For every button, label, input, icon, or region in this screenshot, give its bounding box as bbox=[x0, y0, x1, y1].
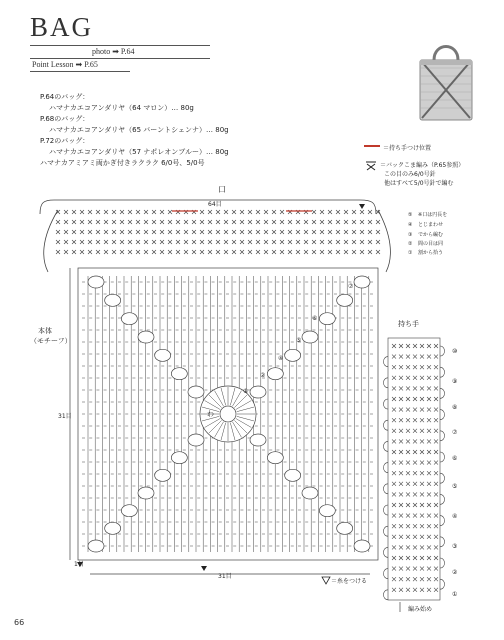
material-line: P.68のバッグ： bbox=[40, 115, 90, 123]
rim-row-number: ④ bbox=[408, 222, 413, 228]
material-line: ハマナカエコアンダリヤ（65 バーントシェンナ）… 80g bbox=[49, 126, 229, 134]
handle-row-number: ⑩ bbox=[452, 348, 458, 355]
handle-stitch-row bbox=[392, 567, 438, 571]
handle-turn-arc bbox=[440, 494, 445, 504]
handle-turn-arc bbox=[440, 431, 445, 441]
material-line: P.64のバッグ： bbox=[40, 93, 90, 101]
motif-petal bbox=[88, 540, 104, 552]
handle-row-number: ⑨ bbox=[452, 378, 458, 385]
handle-stitch-row bbox=[392, 461, 438, 465]
handle-stitch-row bbox=[392, 365, 438, 369]
legend-back-loop-line3: 他はすべて5/0号針で編む bbox=[384, 180, 454, 187]
motif-petal bbox=[319, 505, 335, 517]
handle-turn-arc bbox=[384, 526, 389, 536]
handle-turn-arc bbox=[384, 547, 389, 557]
bottom-stitch-count: 31目 bbox=[218, 573, 232, 580]
motif-petal bbox=[105, 522, 121, 534]
motif-petal bbox=[121, 313, 137, 325]
handle-stitch-row bbox=[392, 545, 438, 549]
material-line: ハマナカエコアンダリヤ（57 ナポレオンブルー）… 80g bbox=[49, 148, 229, 156]
handle-stitch-row bbox=[392, 408, 438, 412]
motif-petal bbox=[250, 434, 266, 446]
motif-petal bbox=[302, 487, 318, 499]
handle-strip-outline bbox=[388, 338, 440, 600]
motif-petal bbox=[171, 368, 187, 380]
handle-row-number: ③ bbox=[452, 543, 458, 550]
legend-handle-position: ＝持ち手つけ位置 bbox=[383, 145, 432, 152]
rim-arc-right bbox=[378, 210, 390, 272]
body-label-sub: （モチーフ） bbox=[30, 337, 72, 345]
motif-petal bbox=[337, 294, 353, 306]
handle-stitch-row bbox=[392, 397, 438, 401]
handle-label: 持ち手 bbox=[398, 320, 419, 328]
handle-row-number: ⑥ bbox=[452, 455, 458, 462]
handle-stitch-row bbox=[392, 471, 438, 475]
handle-turn-arc bbox=[384, 569, 389, 579]
handle-stitch-row bbox=[392, 588, 438, 592]
motif-petal bbox=[188, 434, 204, 446]
handle-turn-arc bbox=[440, 473, 445, 483]
rim-stitch-row bbox=[56, 210, 380, 214]
handle-turn-arc bbox=[440, 516, 445, 526]
rim-stitch-row bbox=[56, 220, 380, 224]
handle-turn-arc bbox=[384, 399, 389, 409]
handle-stitch-row bbox=[392, 386, 438, 390]
legend-back-loop-line1: ＝バックこま編み（P.65参照） bbox=[380, 162, 465, 169]
handle-turn-arc bbox=[440, 388, 445, 398]
rim-stitch-row bbox=[56, 230, 380, 234]
handle-row-number: ⑦ bbox=[452, 429, 458, 436]
motif-petal bbox=[337, 522, 353, 534]
handle-turn-arc bbox=[384, 463, 389, 473]
point-lesson-reference: Point Lesson ➡ P.65 bbox=[32, 60, 98, 69]
motif-petal bbox=[354, 540, 370, 552]
handle-stitch-row bbox=[392, 376, 438, 380]
thread-join-marker bbox=[359, 204, 365, 209]
motif-petal bbox=[250, 386, 266, 398]
handle-turn-arc bbox=[440, 346, 445, 356]
handle-row-number: ① bbox=[452, 591, 458, 598]
handle-turn-arc bbox=[440, 579, 445, 589]
handle-start-label: 編み始め bbox=[408, 606, 433, 613]
motif-petal bbox=[354, 276, 370, 288]
handle-turn-arc bbox=[384, 357, 389, 367]
page-title: BAG bbox=[30, 12, 94, 42]
handle-stitch-row bbox=[392, 524, 438, 528]
handle-row-number: ⑧ bbox=[452, 404, 458, 411]
motif-round-number: ② bbox=[260, 372, 266, 379]
material-line: ハマナカエコアンダリヤ（64 マロン）… 80g bbox=[49, 104, 194, 112]
side-stitch-count: 31目 bbox=[58, 413, 72, 420]
material-line: P.72のバッグ： bbox=[40, 137, 90, 145]
handle-turn-arc bbox=[440, 367, 445, 377]
rim-arc-left bbox=[44, 210, 58, 272]
handle-stitch-row bbox=[392, 482, 438, 486]
handle-turn-arc bbox=[384, 484, 389, 494]
handle-turn-arc bbox=[384, 505, 389, 515]
motif-petal bbox=[302, 331, 318, 343]
rim-row-number: ⑤ bbox=[408, 212, 413, 218]
handle-stitch-row bbox=[392, 429, 438, 433]
handle-stitch-row bbox=[392, 514, 438, 518]
handle-stitch-row bbox=[392, 556, 438, 560]
thread-join-marker bbox=[201, 566, 207, 571]
handle-stitch-row bbox=[392, 535, 438, 539]
handle-stitch-row bbox=[392, 503, 438, 507]
motif-petal bbox=[319, 313, 335, 325]
handle-row-number: ④ bbox=[452, 513, 458, 520]
opening-label: 口 bbox=[218, 185, 226, 194]
rim-note-text: 割から拾う bbox=[418, 250, 444, 256]
rim-note-text: とじまわせ bbox=[418, 222, 444, 228]
center-ring-mark: わ bbox=[207, 410, 214, 418]
rim-stitch-row bbox=[56, 250, 380, 254]
motif-round-number: ① bbox=[243, 388, 249, 395]
rim-note-text: でから編む bbox=[418, 232, 444, 238]
motif-petal bbox=[285, 469, 301, 481]
photo-reference: photo ➡ P.64 bbox=[92, 47, 135, 56]
handle-stitch-row bbox=[392, 418, 438, 422]
handle-turn-arc bbox=[440, 410, 445, 420]
thread-join-symbol bbox=[322, 577, 330, 584]
rim-row-number: ③ bbox=[408, 232, 413, 238]
rim-row-number: ① bbox=[408, 250, 413, 256]
first-row-label: 1目 bbox=[74, 561, 84, 568]
motif-round-number: ⑥ bbox=[312, 315, 318, 322]
handle-stitch-row bbox=[392, 344, 438, 348]
top-stitch-count: 64目 bbox=[208, 201, 222, 208]
motif-petal bbox=[121, 505, 137, 517]
handle-stitch-row bbox=[392, 577, 438, 581]
thread-join-legend: ＝糸をつける bbox=[331, 578, 368, 585]
motif-petal bbox=[188, 386, 204, 398]
motif-petal bbox=[155, 349, 171, 361]
handle-turn-arc bbox=[384, 590, 389, 600]
handle-turn-arc bbox=[384, 378, 389, 388]
rim-note-text: 間の目は同 bbox=[418, 241, 444, 247]
handle-turn-arc bbox=[440, 537, 445, 547]
motif-petal bbox=[138, 331, 154, 343]
handle-stitch-row bbox=[392, 439, 438, 443]
motif-round-number: ⑦ bbox=[348, 283, 354, 290]
motif-petal bbox=[267, 452, 283, 464]
motif-petal bbox=[267, 368, 283, 380]
handle-turn-arc bbox=[440, 558, 445, 568]
rim-row-number: ② bbox=[408, 241, 413, 247]
handle-row-number: ② bbox=[452, 569, 458, 576]
legend-back-loop-line2: この目のみ6/0号針 bbox=[384, 171, 436, 178]
material-line: ハマナカアミアミ両かぎ付きラクラク 6/0号、5/0号 bbox=[40, 159, 205, 167]
motif-petal bbox=[155, 469, 171, 481]
motif-petal bbox=[88, 276, 104, 288]
handle-turn-arc bbox=[384, 420, 389, 430]
handle-row-number: ⑤ bbox=[452, 483, 458, 490]
motif-petal bbox=[285, 349, 301, 361]
motif-petal bbox=[138, 487, 154, 499]
motif-round-number: ④ bbox=[278, 355, 284, 362]
handle-turn-arc bbox=[384, 441, 389, 451]
rim-stitch-row bbox=[56, 240, 380, 244]
handle-stitch-row bbox=[392, 355, 438, 359]
handle-turn-arc bbox=[440, 452, 445, 462]
page-number: 66 bbox=[14, 618, 25, 627]
motif-round-number: ⑤ bbox=[296, 337, 302, 344]
center-ring bbox=[220, 406, 236, 422]
motif-petal bbox=[105, 294, 121, 306]
body-label: 本体 bbox=[38, 327, 52, 335]
rim-note-text: ※口は円長を bbox=[418, 212, 448, 218]
handle-stitch-row bbox=[392, 450, 438, 454]
motif-petal bbox=[171, 452, 187, 464]
handle-stitch-row bbox=[392, 492, 438, 496]
